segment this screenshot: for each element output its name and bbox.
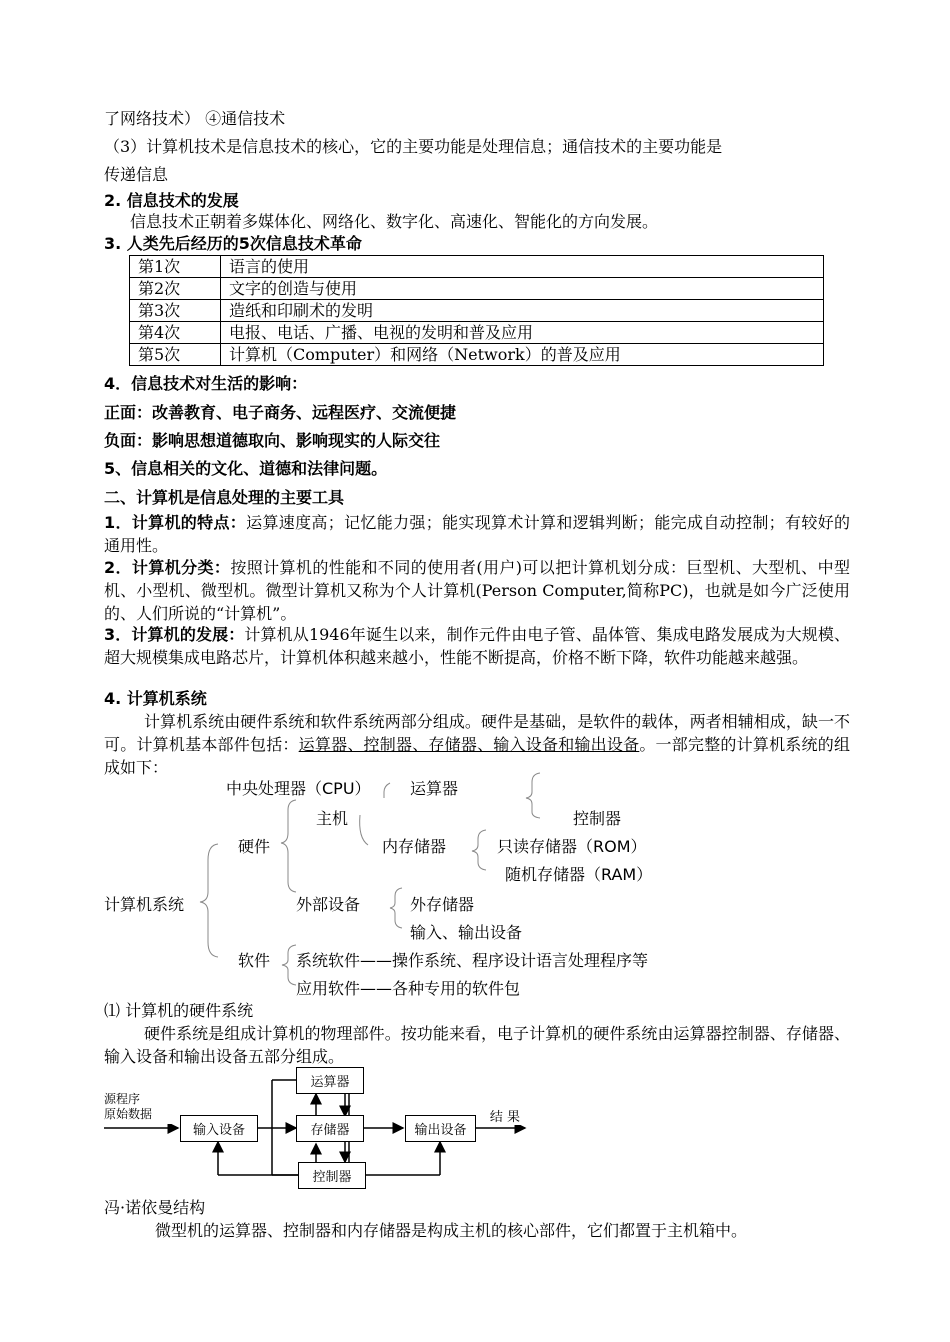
text-line: 传递信息: [104, 165, 169, 184]
text-line: （3）计算机技术是信息技术的核心，它的主要功能是处理信息；通信技术的主要功能是: [104, 137, 723, 156]
paragraph: 正面：改善教育、电子商务、远程医疗、交流便捷: [104, 403, 457, 422]
tree-node-controller: 控制器: [573, 809, 622, 828]
paragraph-text: 。一部完整的计算机系统的组成如下：: [104, 735, 850, 777]
table-cell: 电报、电话、广播、电视的发明和普及应用: [221, 322, 824, 344]
tree-node-root: 计算机系统: [104, 895, 185, 914]
table-cell: 第4次: [130, 322, 221, 344]
tree-node-io: 输入、输出设备: [410, 923, 523, 942]
tree-node-external: 外部设备: [296, 895, 361, 914]
paragraph-text: 按照计算机的性能和不同的使用者(用户)可以把计算机划分成：巨型机、大型机、中型机、小型机、微型机。微型计算机又称为个人计算机(Person Computer,简称PC)，也就是如今广泛使用的、人们所说的“计算机”。: [104, 558, 850, 623]
diagram-caption: 冯·诺依曼结构: [104, 1198, 206, 1217]
source-line: 源程序: [104, 1092, 141, 1106]
controller-box: 控制器: [298, 1162, 366, 1189]
tree-node-host: 主机: [316, 809, 349, 828]
section-heading: 5、信息相关的文化、道德和法律问题。: [104, 459, 388, 478]
tree-node-rom: 只读存储器（ROM）: [497, 837, 647, 856]
tree-node-cpu: 中央处理器（CPU）: [226, 779, 371, 798]
tree-node-software: 软件: [238, 951, 271, 970]
section-heading: ⑴ 计算机的硬件系统: [104, 1001, 254, 1020]
section-heading: 2. 信息技术的发展: [104, 191, 239, 210]
tree-node-app-sw: 应用软件——各种专用的软件包: [296, 979, 521, 998]
table-cell: 文字的创造与使用: [221, 278, 824, 300]
underlined-text: 运算器、控制器、存储器、输入设备和输出设备: [298, 735, 640, 754]
tree-node-system-sw: 系统软件——操作系统、程序设计语言处理程序等: [296, 951, 649, 970]
text-line: 了网络技术） ④通信技术: [104, 109, 286, 128]
section-heading: 4．信息技术对生活的影响：: [104, 374, 308, 393]
section-heading: 二、计算机是信息处理的主要工具: [104, 488, 345, 507]
paragraph-text: 计算机系统由硬件系统和软件系统两部分组成。硬件是基础，是软件的载体，两者相辅相成，缺一不可。计算机基本部件包括：: [104, 712, 850, 754]
table-cell: 计算机（Computer）和网络（Network）的普及应用: [221, 344, 824, 366]
paragraph-text: 运算速度高；记忆能力强；能实现算术计算和逻辑判断；能完成自动控制；有较好的通用性。: [104, 513, 850, 555]
paragraph-label: 3．计算机的发展：: [104, 625, 245, 644]
tree-node-ram: 随机存储器（RAM）: [505, 865, 653, 884]
source-label: [104, 1090, 178, 1124]
paragraph-label: 1．计算机的特点：: [104, 513, 247, 532]
source-line: 原始数据: [104, 1107, 153, 1121]
tree-node-hardware: 硬件: [238, 837, 271, 856]
paragraph: 负面：影响思想道德取向、影响现实的人际交往: [104, 431, 441, 450]
tree-node-memory: 内存储器: [382, 837, 447, 856]
table-cell: 第3次: [130, 300, 221, 322]
table-cell: 第2次: [130, 278, 221, 300]
section-heading: 4. 计算机系统: [104, 689, 207, 708]
table-cell: 第1次: [130, 256, 221, 278]
result-label: 结 果: [480, 1105, 530, 1125]
alu-box: 运算器: [296, 1067, 364, 1094]
tree-node-alu: 运算器: [410, 779, 459, 798]
table-cell: 造纸和印刷术的发明: [221, 300, 824, 322]
output-device-box: 输出设备: [405, 1115, 476, 1142]
paragraph: 信息技术正朝着多媒体化、网络化、数字化、高速化、智能化的方向发展。: [130, 212, 659, 231]
table-cell: 第5次: [130, 344, 221, 366]
paragraph: 硬件系统是组成计算机的物理部件。按功能来看，电子计算机的硬件系统由运算器控制器、存储器、输入设备和输出设备五部分组成。: [104, 1024, 850, 1066]
table-cell: 语言的使用: [221, 256, 824, 278]
tree-node-ext-storage: 外存储器: [410, 895, 475, 914]
input-device-box: 输入设备: [180, 1115, 258, 1142]
section-heading: 3. 人类先后经历的5次信息技术革命: [104, 234, 362, 253]
paragraph-text: 计算机从1946年诞生以来，制作元件由电子管、晶体管、集成电路发展成为大规模、超大规模集成电路芯片，计算机体积越来越小，性能不断提高，价格不断下降，软件功能越来越强。: [104, 625, 850, 667]
paragraph: 微型机的运算器、控制器和内存储器是构成主机的核心部件，它们都置于主机箱中。: [155, 1221, 748, 1240]
paragraph-label: 2．计算机分类：: [104, 558, 231, 577]
memory-box: 存储器: [296, 1115, 364, 1142]
